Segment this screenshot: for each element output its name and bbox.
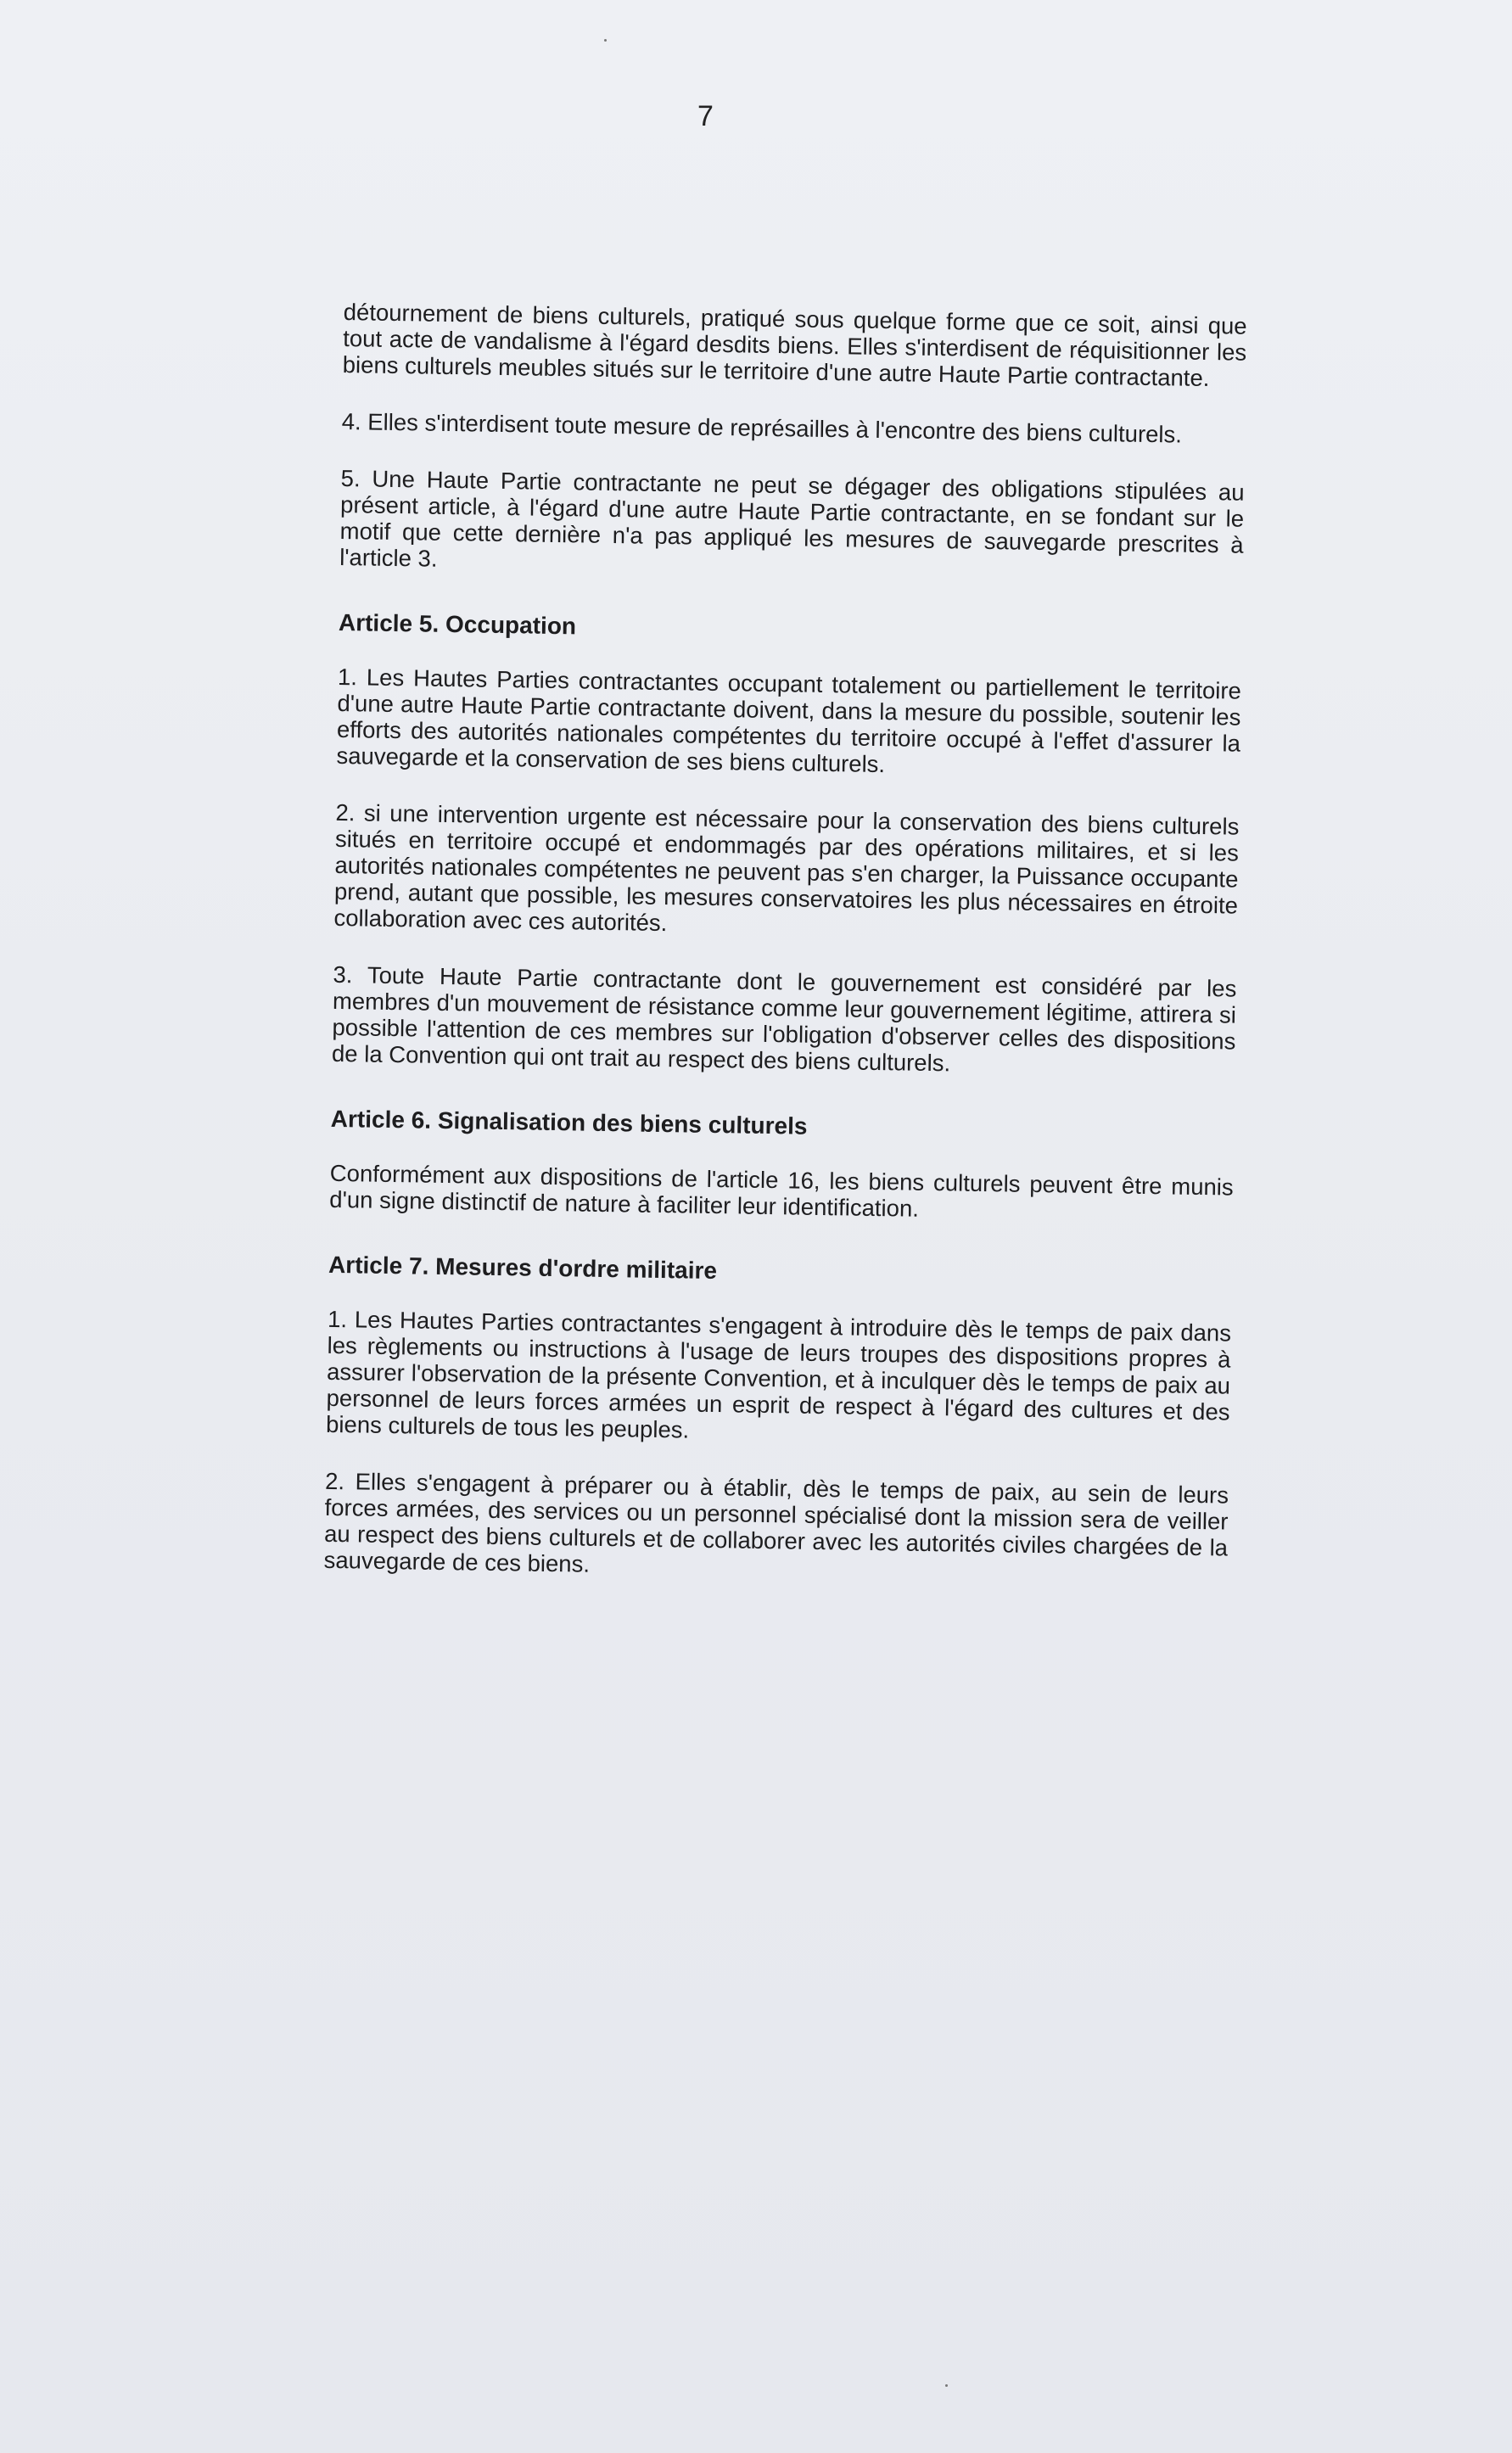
article5-paragraph-1: 1. Les Hautes Parties contractantes occupant totalement ou partiellement le territoire d'une autre Haute Partie contractante doivent, dans la mesure du possible, soutenir les efforts des autorités nationales compétentes du territoire occupé à l'effet d'assurer la sauvegarde et la conservation de ses biens culturels. xyxy=(336,663,1242,778)
document-body xyxy=(323,299,1247,1618)
paragraph-article4-item4: 4. Elles s'interdisent toute mesure de représailles à l'encontre des biens culturels. xyxy=(341,407,1183,448)
article5-heading: Article 5. Occupation xyxy=(338,608,577,640)
scan-speck xyxy=(604,39,607,42)
paragraph-article4-item5: 5. Une Haute Partie contractante ne peut se dégager des obligations stipulées au présent article, à l'égard d'une autre Haute Partie contractante, en se fondant sur le motif que cette dernière n'a pas appliqué les mesures de sauvegarde prescrites à l'article 3. xyxy=(339,464,1245,572)
article6-paragraph-1: Conformément aux dispositions de l'article 16, les biens culturels peuvent être munis d'un signe distinctif de nature à faciliter leur identification. xyxy=(329,1159,1234,1222)
page-number: 7 xyxy=(697,100,714,132)
scan-speck xyxy=(945,2384,948,2387)
article5-paragraph-3: 3. Toute Haute Partie contractante dont le gouvernement est considéré par les membres d'un mouvement de résistance comme leur gouvernement légitime, attirera si possible l'attention de ces membres sur l'obligation d'observer celles des dispositions de la Convention qui ont trait au respect des biens culturels. xyxy=(331,960,1237,1077)
article7-heading: Article 7. Mesures d'ordre militaire xyxy=(328,1251,718,1285)
paragraph-continuation: détournement de biens culturels, pratiqué sous quelque forme que ce soit, ainsi que tout acte de vandalisme à l'égard desdits biens. Elles s'interdisent de réquisitionner les biens culturels meubles situés sur le territoire d'une autre Haute Partie contractante. xyxy=(342,299,1247,392)
article6-heading: Article 6. Signalisation des biens culturels xyxy=(330,1105,808,1140)
article7-paragraph-2: 2. Elles s'engagent à préparer ou à établir, dès le temps de paix, au sein de leurs forces armées, des services ou un personnel spécialisé dont la mission sera de veiller au respect des biens culturels et de collaborer avec les autorités civiles chargées de la sauvegarde de ces biens. xyxy=(323,1467,1229,1577)
article5-paragraph-2: 2. si une intervention urgente est nécessaire pour la conservation des biens culturels situés en territoire occupé et endommagés par des opérations militaires, et si les autorités nationales compétentes ne peuvent pas s'en charger, la Puissance occupante prend, autant que possible, les mesures conservatoires les plus nécessaires en étroite collaboration avec ces autorités. xyxy=(333,798,1240,937)
article7-paragraph-1: 1. Les Hautes Parties contractantes s'engagent à introduire dès le temps de paix dans les règlements ou instructions à l'usage de leurs troupes des dispositions propres à assurer l'observation de la présente Convention, et à inculquer dès le temps de paix au personnel de leurs forces armées un esprit de respect à l'égard des cultures et des biens culturels de tous les peuples. xyxy=(325,1305,1232,1443)
